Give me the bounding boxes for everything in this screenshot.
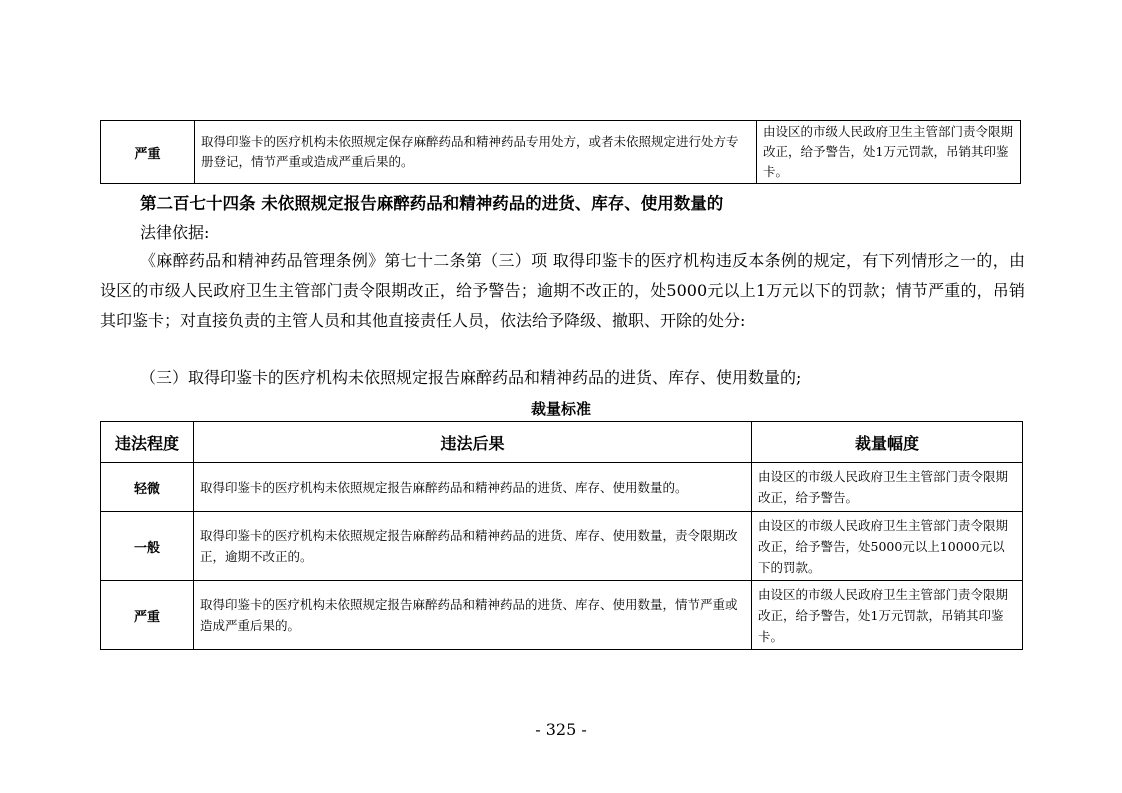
severity-cell: 一般	[101, 512, 194, 581]
consequence-cell: 取得印鉴卡的医疗机构未依照规定报告麻醉药品和精神药品的进货、库存、使用数量，责令限期改正，逾期不改正的。	[194, 512, 752, 581]
table-row	[101, 121, 1021, 184]
legal-basis-label: 法律依据:	[140, 223, 210, 242]
severity-cell: 轻微	[101, 463, 194, 512]
regulation-item: （三）取得印鉴卡的医疗机构未依照规定报告麻醉药品和精神药品的进货、库存、使用数量的;	[140, 368, 802, 387]
penalty-cell: 由设区的市级人民政府卫生主管部门责令限期改正，给予警告。	[752, 463, 1023, 512]
consequence-cell: 取得印鉴卡的医疗机构未依照规定报告麻醉药品和精神药品的进货、库存、使用数量，情节严重或造成严重后果的。	[194, 581, 752, 650]
header-severity: 违法程度	[101, 422, 194, 463]
discretion-standard-table	[100, 421, 1023, 650]
severity-cell: 严重	[101, 121, 195, 184]
penalty-cell: 由设区的市级人民政府卫生主管部门责令限期改正，给予警告，处1万元罚款，吊销其印鉴卡。	[752, 581, 1023, 650]
table-row	[101, 463, 1023, 512]
table-row	[101, 581, 1023, 650]
consequence-cell: 取得印鉴卡的医疗机构未依照规定保存麻醉药品和精神药品专用处方，或者未依照规定进行处方专册登记，情节严重或造成严重后果的。	[195, 121, 757, 184]
consequence-cell: 取得印鉴卡的医疗机构未依照规定报告麻醉药品和精神药品的进货、库存、使用数量的。	[194, 463, 752, 512]
penalty-cell: 由设区的市级人民政府卫生主管部门责令限期改正，给予警告，处5000元以上10000元以下的罚款。	[752, 512, 1023, 581]
penalty-cell: 由设区的市级人民政府卫生主管部门责令限期改正，给予警告，处1万元罚款，吊销其印鉴卡。	[757, 121, 1021, 184]
header-penalty: 裁量幅度	[752, 422, 1023, 463]
page-number: - 325 -	[535, 720, 587, 739]
table-header-row	[101, 422, 1023, 463]
header-consequence: 违法后果	[194, 422, 752, 463]
severity-cell: 严重	[101, 581, 194, 650]
table-caption: 裁量标准	[530, 400, 591, 418]
previous-article-table	[100, 120, 1021, 184]
regulation-paragraph: 《麻醉药品和精神药品管理条例》第七十二条第（三）项 取得印鉴卡的医疗机构违反本条例的规定，有下列情形之一的，由设区的市级人民政府卫生主管部门责令限期改正，给予警告；逾期不改正的，处5000元以上1万元以下的罚款；情节严重的，吊销其印鉴卡；对直接负责的主管人员和其他直接责任人员，依法给予降级、撤职、开除的处分:	[100, 251, 1025, 330]
article-heading: 第二百七十四条 未依照规定报告麻醉药品和精神药品的进货、库存、使用数量的	[140, 194, 724, 213]
table-row	[101, 512, 1023, 581]
